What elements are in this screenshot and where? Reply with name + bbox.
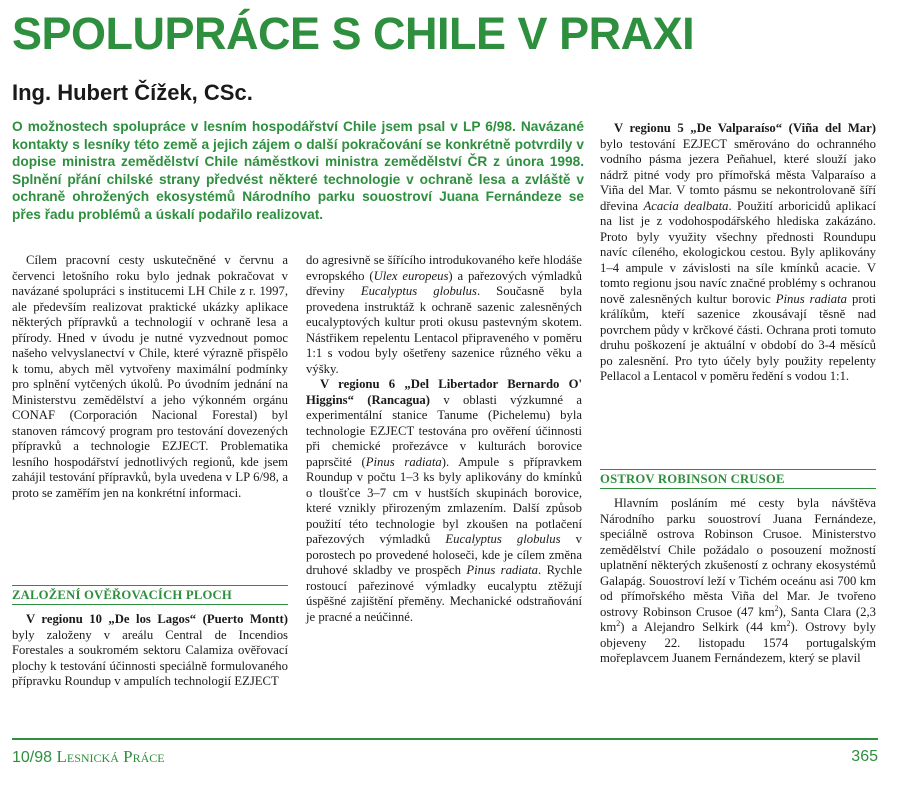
species-name: Pinus radiata bbox=[365, 454, 442, 469]
paragraph-intro: Cílem pracovní cesty uskutečněné v červnu a červenci letošního roku bylo jednak pokračovat v navázané spolupráci s institucemi LH Chile z r. 1997, ale především realizovat praktické ukázky aplikace některých přípravků a technologií v ochraně lesa a přírody. Hned v úvodu je nutné vyzvednout pomoc našeho velvyslanectví v Chile, které výrazně přispělo k tomu, abych měl vytvořeny maximální podmínky pro splnění vytčených úkolů. Po úvodním jednání na Ministerstvu zemědělství a jeho výkonném orgánu CONAF (Corporación Nacional Forestal) byl stanoven rámcový program pro testování dovezených přípravků a technologie EZJECT. Problematika lesního hospodářství jednotlivých regionů, kde jsem zahájil testování přípravků, byla uvedena v LP 6/98, a proto se zaměřím jen na konkrétní informaci. bbox=[12, 253, 288, 500]
species-name: Eucalyptus globulus bbox=[360, 284, 477, 298]
column-1-bottom bbox=[12, 612, 288, 690]
section-heading-robinson-crusoe: OSTROV ROBINSON CRUSOE bbox=[600, 469, 876, 489]
text-run: . Použití arboricidů aplikací na list je z vodohospodářského hlediska zakázáno. Proto byly využity všechny přednosti Roundupu navíc cíleného, ekologickou cestou. Byly aplikovány 1–4 ampule v závislosti na síle kmínků acacie. V tomto regionu jsou navíc značné problémy s ochranou nově zalesněných kultur borovic bbox=[600, 198, 877, 306]
text-run: v oblasti výzkumné a experimentální stanice Tanume (Pichelemu) byla technologie EZJECT testována pro ověření účinnosti při chemické prořezávce v kulturách borovice paprsčité ( bbox=[306, 392, 582, 469]
column-3-bottom bbox=[600, 496, 876, 667]
footer-issue-journal bbox=[12, 746, 165, 769]
species-name: Pinus radiata bbox=[466, 563, 539, 577]
column-2 bbox=[306, 253, 582, 625]
paragraph-region-5 bbox=[600, 121, 876, 385]
text-run: do agresivně se šířícího introdukovaného keře hlodáše evropského ( bbox=[306, 253, 582, 283]
journal-name: Lesnická Práce bbox=[56, 747, 165, 766]
superscript: 2 bbox=[774, 603, 779, 613]
species-name: Pinus radiata bbox=[775, 291, 848, 306]
region-10-text: byly založeny v areálu Central de Incendios Forestales a soukromém sektoru Calamiza ověřovací plochy k testování účinnosti speciálně formulovaného přípravku Roundup v ampulích technologií EZJECT bbox=[12, 627, 288, 688]
superscript: 2 bbox=[786, 618, 791, 628]
species-name: Eucalyptus globulus bbox=[445, 532, 561, 546]
text-run: ) a pařezových výmladků dřeviny bbox=[306, 268, 582, 298]
text-run: ), Santa Clara (2,3 km bbox=[600, 604, 876, 634]
region-10-heading: V regionu 10 „De los Lagos“ (Puerto Montt) bbox=[26, 612, 288, 626]
footer-divider bbox=[12, 738, 878, 740]
species-name: Ulex europeus bbox=[373, 268, 449, 283]
issue-number: 10/98 bbox=[12, 749, 53, 766]
species-name: Acacia dealbata bbox=[643, 198, 729, 213]
superscript: 2 bbox=[616, 618, 621, 628]
text-run: . Rychle rostoucí pařezinové výmladky eucalyptu ztěžují úspěšné zajištění přeměny. Mechanické odstraňování je pracné a neúčinné. bbox=[306, 563, 582, 624]
text-run: Hlavním posláním mé cesty byla návštěva Národního parku souostroví Juana Fernándeze, speciálně ostrova Robinson Crusoe. Ministerstvo zemědělství Chile požádalo o posouzení možností uplatnění některých zkušeností z ochrany ekosystémů Galapág. Souostroví leží v Tichém oceánu asi 700 km od přímořského města Viña del Mar. Je tvořeno ostrovy Robinson Crusoe (47 km bbox=[600, 496, 876, 619]
article-lead: O možnostech spolupráce v lesním hospodářství Chile jsem psal v LP 6/98. Navázané kontakty s lesníky této země a jejich zájem o další pokračování se konkrétně potvrdily v dopise ministra zemědělství Chile náměstkovi ministra zemědělství ČR z února 1998. Splnění přání chilské strany předvést některé technologie v ochraně lesa a zvláště v ochraně ohrožených ekosystémů Národního parku souostroví Juana Fernándeze se přes řadu problémů a úskalí podařilo realizovat. bbox=[12, 119, 584, 222]
section-heading-plots: ZALOŽENÍ OVĚŘOVACÍCH PLOCH bbox=[12, 585, 288, 605]
text-run: . Současně byla provedena instruktáž k ochraně sazenic zalesněných eucalyptových kultur proti okusu pastevným skotem. Nástřikem repelentu Lentacol připraveného v poměru 1:1 s vodou byly ošetřeny sazenice různého věku a výšky. bbox=[306, 284, 582, 376]
article-title: SPOLUPRÁCE S CHILE V PRAXI bbox=[12, 8, 695, 59]
column-1-top bbox=[12, 253, 288, 501]
text-run: ). Ostrovy byly objeveny 22. listopadu 1574 portugalským mořeplavcem Juanem Fernándezem, který se plavil bbox=[600, 620, 876, 665]
text-run: ). Ampule s přípravkem Roundup v počtu 1–3 ks byly aplikovány do kmínků o tloušťce 3–7 cm v hustších skupinách borovice, které vznikly přirozeným zmlazením. Další způsob použití této technologie byl zkoušen na potlačení pařezových výmladků bbox=[306, 454, 582, 546]
text-run: v porostech po provedené holoseči, kde je cílem změna druhové skladby ve prospěch bbox=[306, 532, 582, 577]
text-run: ) a Alejandro Selkirk (44 km bbox=[620, 620, 787, 634]
paragraph-continuation bbox=[306, 253, 582, 377]
paragraph-region-6 bbox=[306, 377, 582, 625]
column-3-top bbox=[600, 121, 876, 385]
region-5-heading: V regionu 5 „De Valparaíso“ (Viña del Mar) bbox=[614, 121, 876, 135]
text-run: proti králíkům, kteří sazenice zkousávají těsně nad povrchem půdy v krčkové části. Ochrana proti tomuto druhu poškození je aktuální v období do 3-4 měsíců po zalesnění. Pro tyto účely byly použity repelenty Pellacol a Lentacol v poměru ředění s vodou 1:1. bbox=[600, 291, 876, 383]
paragraph-robinson-crusoe bbox=[600, 496, 876, 667]
region-6-heading: V regionu 6 „Del Libertador Bernardo O' Higgins“ (Rancagua) bbox=[306, 377, 582, 407]
text-run: bylo testování EZJECT směrováno do ochranného vodního pásma jezera Peñahuel, které slouží jako nádrž pitné vody pro přímořská města Valparaíso a Viña del Mar. V tomto pásmu se nekontrolovaně šíří dřevina bbox=[600, 136, 876, 213]
article-author: Ing. Hubert Čížek, CSc. bbox=[12, 80, 253, 105]
paragraph-region-10 bbox=[12, 612, 288, 690]
page-number: 365 bbox=[851, 748, 878, 765]
